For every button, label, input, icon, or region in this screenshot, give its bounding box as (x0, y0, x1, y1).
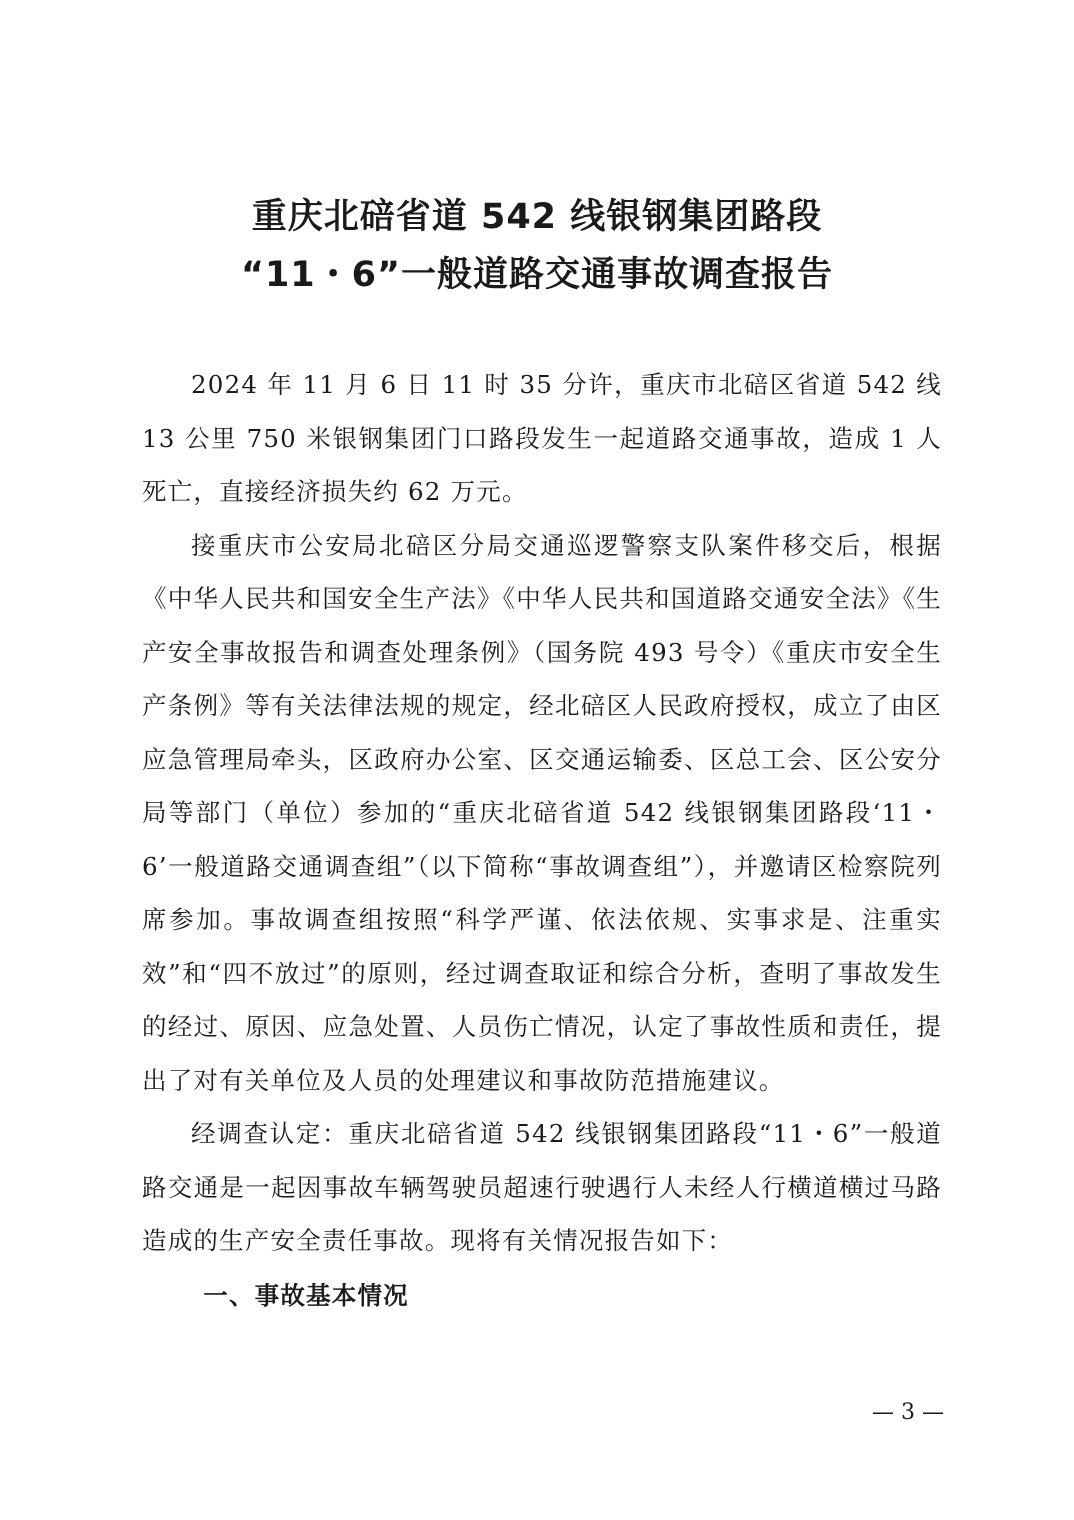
report-title (0, 188, 1074, 304)
section-heading-basic-info: 一、事故基本情况 (203, 1280, 409, 1310)
paragraph-investigation-basis: 接重庆市公安局北碚区分局交通巡逻警察支队案件移交后，根据《中华人民共和国安全生产法》《中华人民共和国道路交通安全法》《生产安全事故报告和调查处理条例》（国务院 493 号令）《重庆市安全生产条例》等有关法律法规的规定，经北碚区人民政府授权，成立了由区应急管理局牵头，区政府办公室、区交通运输委、区总工会、区公安分局等部门（单位）参加的“重庆北碚省道 542 线银钢集团路段‘11・6’一般道路交通调查组”（以下简称“事故调查组”），并邀请区检察院列席参加。事故调查组按照“科学严谨、依法依规、实事求是、注重实效”和“四不放过”的原则，经过调查取证和综合分析，查明了事故发生的经过、原因、应急处置、人员伤亡情况，认定了事故性质和责任，提出了对有关单位及人员的处理建议和事故防范措施建议。 (142, 530, 942, 1095)
title-line-1: 重庆北碚省道 542 线银钢集团路段 (251, 197, 823, 237)
page-number: — 3 — (872, 1400, 944, 1425)
title-line-2: “11・6”一般道路交通事故调查报告 (240, 255, 834, 295)
paragraph-accident-summary: 2024 年 11 月 6 日 11 时 35 分许，重庆市北碚区省道 542 线 13 公里 750 米银钢集团门口路段发生一起道路交通事故，造成 1 人死亡，直接经济损失约 62 万元。 (142, 370, 942, 506)
paragraph-investigation-conclusion: 经调查认定：重庆北碚省道 542 线银钢集团路段“11・6”一般道路交通是一起因事故车辆驾驶员超速行驶遇行人未经人行横道横过马路造成的生产安全责任事故。现将有关情况报告如下： (142, 1119, 942, 1255)
report-body (142, 358, 942, 1324)
